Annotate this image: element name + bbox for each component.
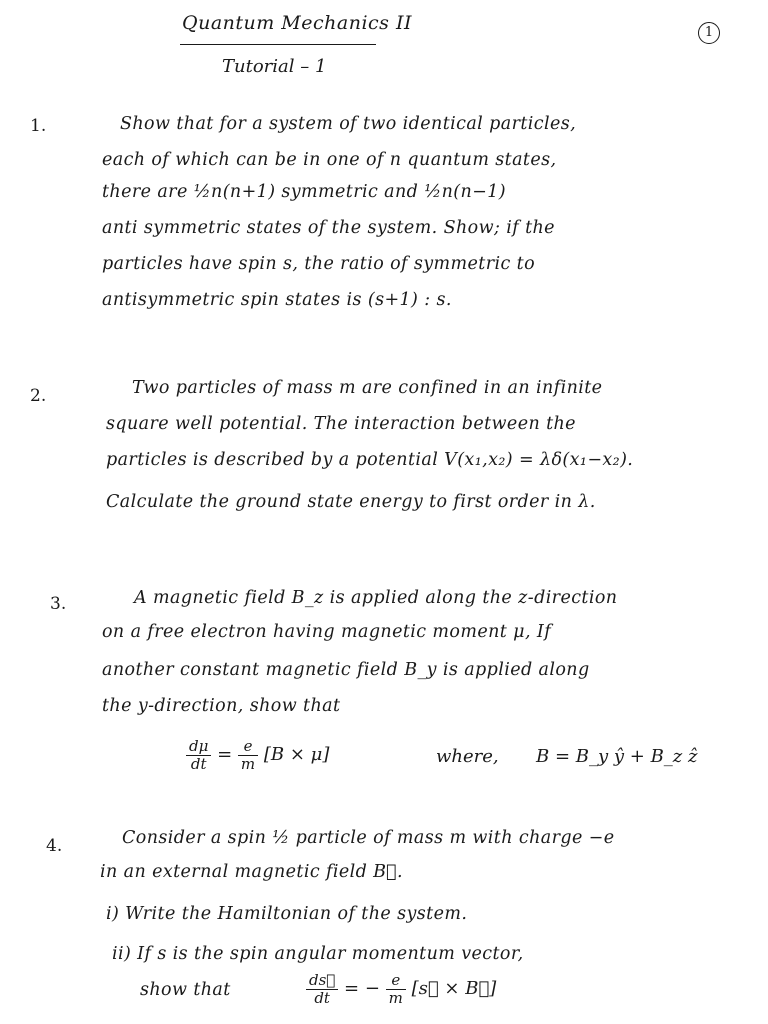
- question-number: 1.: [30, 116, 47, 136]
- fraction-dmu-dt: $\frac{d\mu}{dt}$: [186, 738, 211, 772]
- fraction-ds-dt: $\frac{ds⃗}{dt}$: [306, 972, 338, 1006]
- question-part: ii) If s is the spin angular momentum vector,: [112, 944, 524, 964]
- question-line: anti symmetric states of the system. Show; if the: [102, 218, 555, 238]
- question-number: 3.: [50, 594, 67, 614]
- page-title: Quantum Mechanics II: [182, 12, 412, 34]
- page-number-badge: 1: [698, 22, 720, 44]
- question-part: i) Write the Hamiltonian of the system.: [106, 904, 468, 924]
- question-line: each of which can be in one of n quantum states,: [102, 150, 557, 170]
- question-line: A magnetic field B_z is applied along the z-direction: [134, 588, 618, 608]
- field-definition: B = B_y ŷ + B_z ẑ: [536, 746, 698, 767]
- question-line: there are ½n(n+1) symmetric and ½n(n−1): [102, 182, 506, 202]
- question-number: 2.: [30, 386, 47, 406]
- question-line: the y-direction, show that: [102, 696, 341, 716]
- title-underline: [180, 44, 376, 45]
- tutorial-subtitle: Tutorial – 1: [222, 56, 327, 77]
- question-line: Two particles of mass m are confined in an infinite: [132, 378, 603, 398]
- fraction-e-over-m: $\frac{e}{m}$: [386, 972, 406, 1006]
- question-line: antisymmetric spin states is (s+1) : s.: [102, 290, 452, 310]
- question-line: Calculate the ground state energy to first order in λ.: [106, 492, 596, 512]
- question-line: another constant magnetic field B_y is applied along: [102, 660, 590, 680]
- question-line: particles have spin s, the ratio of symmetric to: [102, 254, 536, 274]
- question-line: Consider a spin ½ particle of mass m with charge −e: [122, 828, 615, 848]
- question-line: square well potential. The interaction between the: [106, 414, 576, 434]
- fraction-e-over-m: $\frac{e}{m}$: [238, 738, 258, 772]
- equation-dmu-dt: $\frac{d\mu}{dt}$ = $\frac{e}{m}$ [B × μ]: [186, 738, 329, 772]
- equation-ds-dt: $\frac{ds⃗}{dt}$ = − $\frac{e}{m}$ [s⃗ × B⃗]: [306, 972, 496, 1006]
- where-label: where,: [436, 746, 499, 767]
- question-line: Show that for a system of two identical particles,: [120, 114, 577, 134]
- question-number: 4.: [46, 836, 63, 856]
- question-line: in an external magnetic field B⃗.: [100, 862, 403, 882]
- question-line: on a free electron having magnetic moment μ, If: [102, 622, 552, 642]
- question-part: show that: [140, 980, 231, 1000]
- question-line: particles is described by a potential V(x₁,x₂) = λδ(x₁−x₂).: [106, 450, 634, 470]
